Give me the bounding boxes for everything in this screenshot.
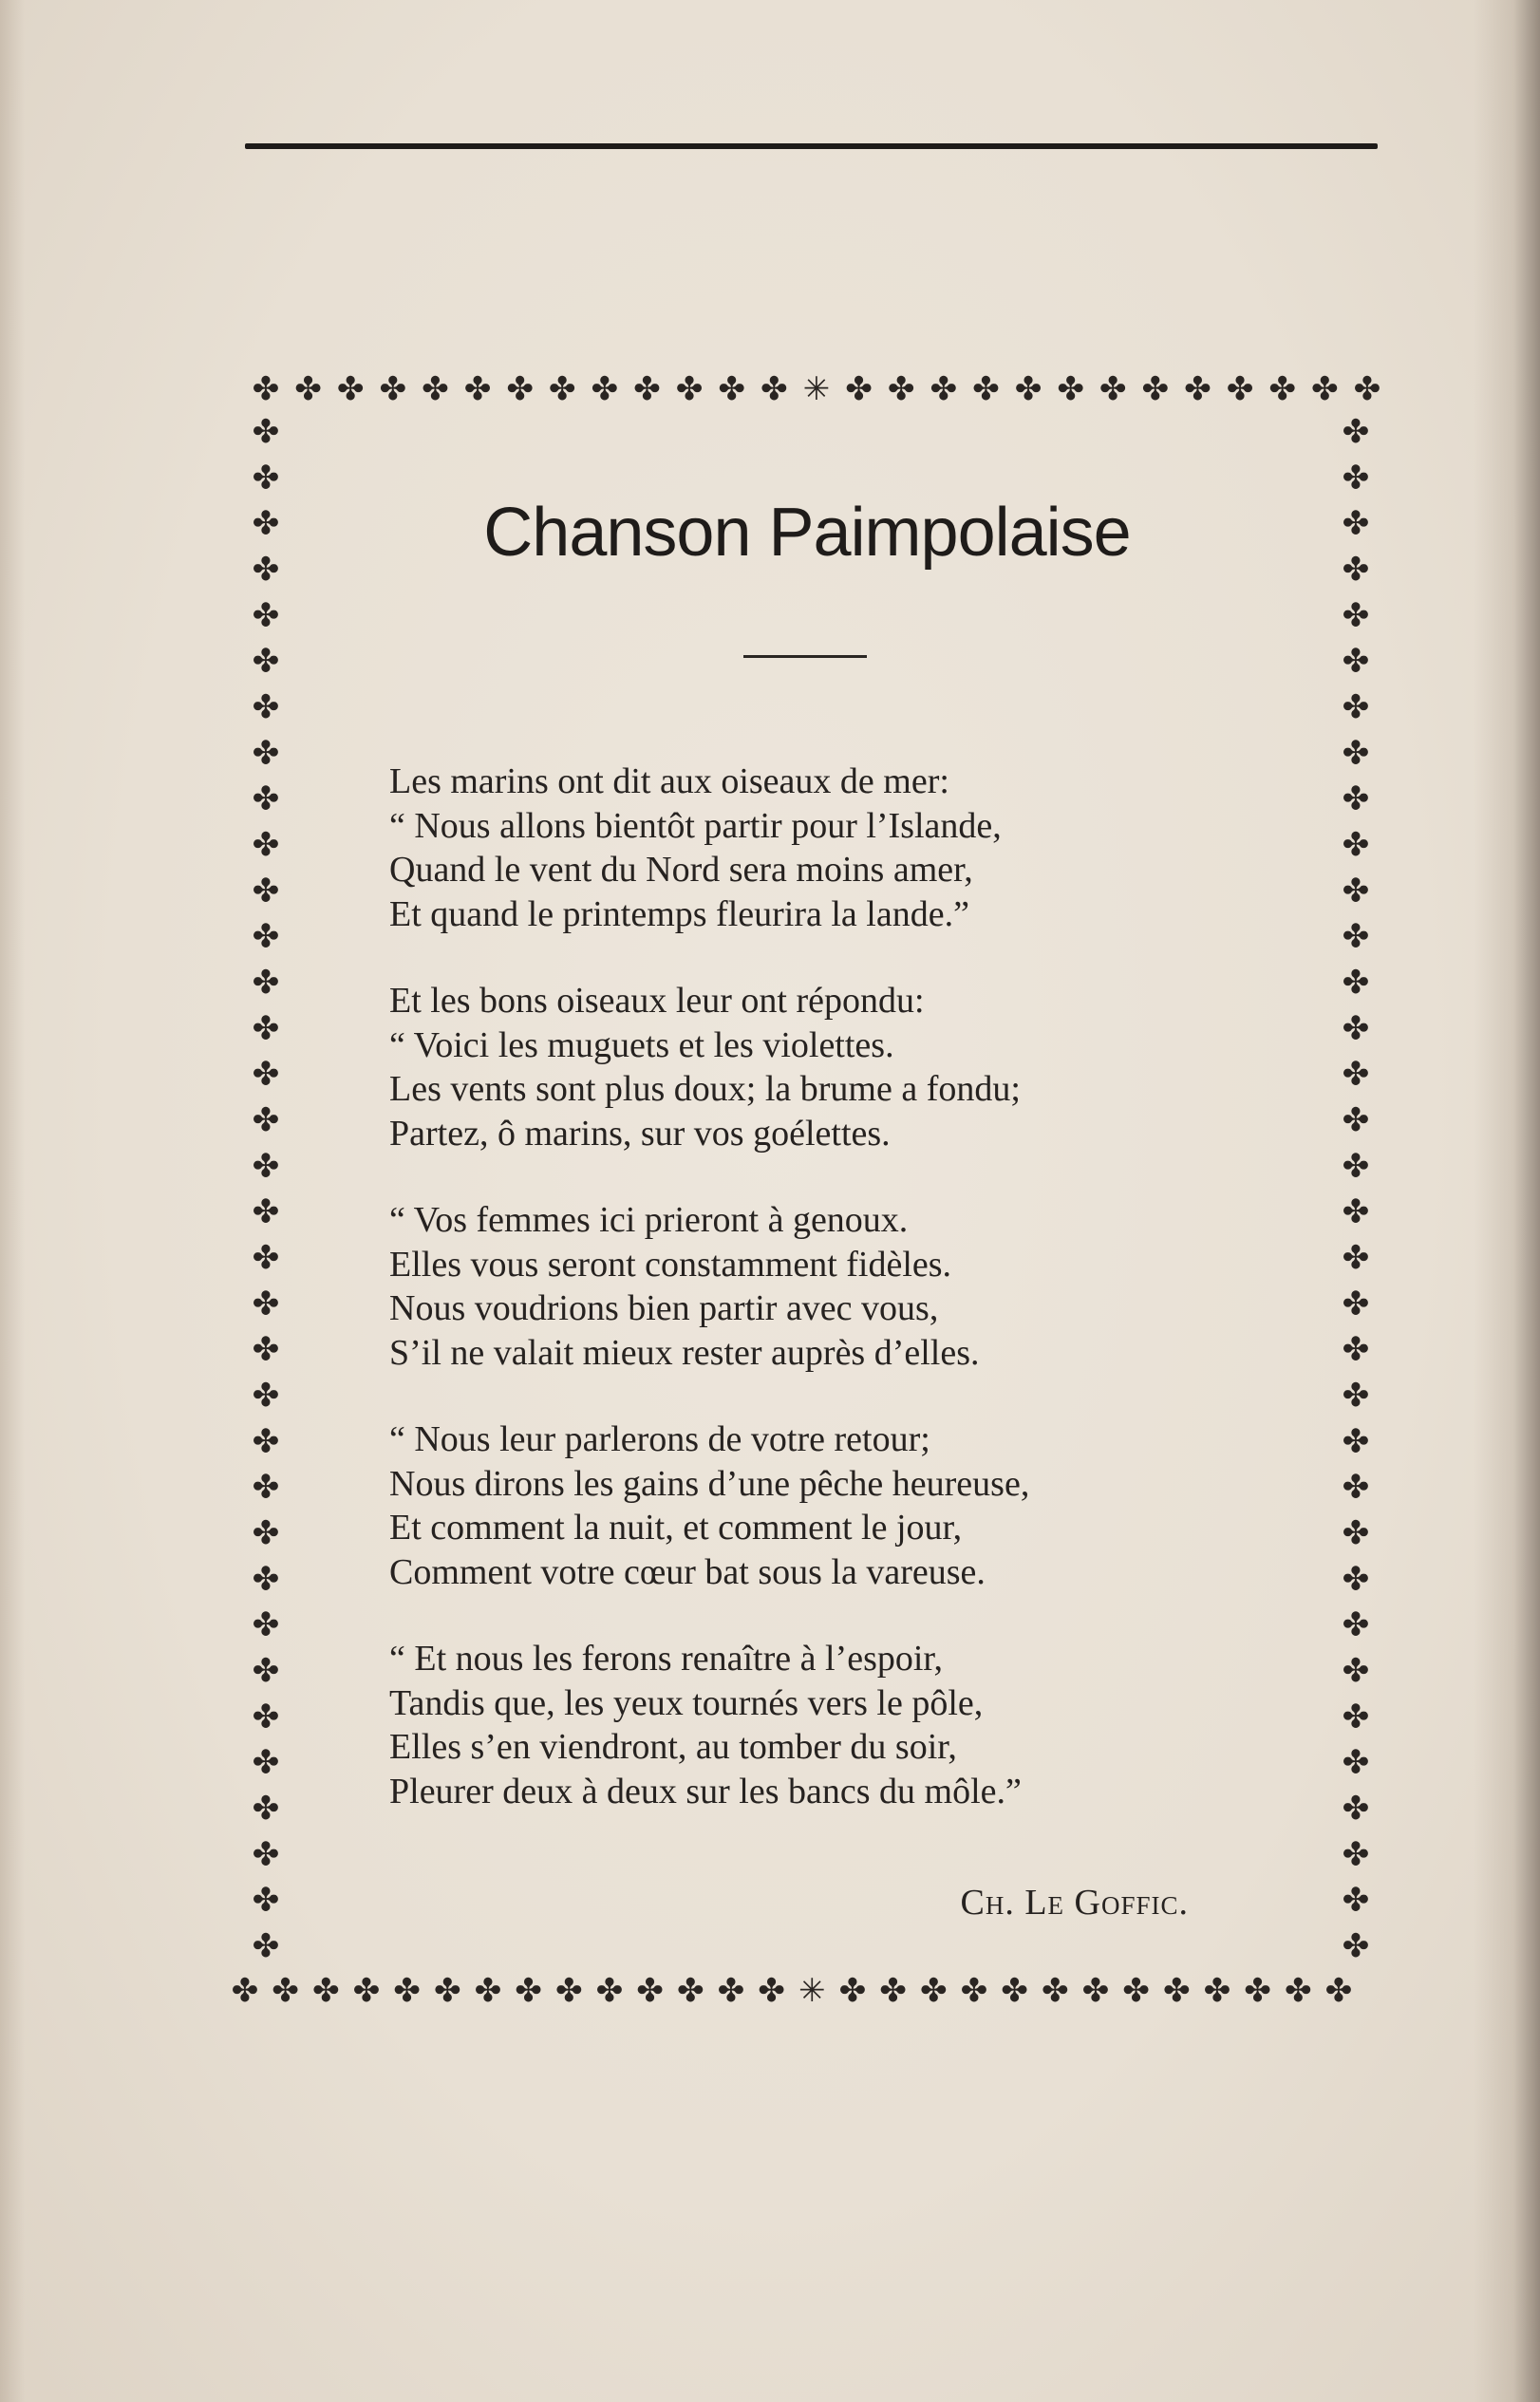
fleuron-icon: ✤ [1342, 1377, 1370, 1415]
fleuron-icon: ✤ [1342, 1055, 1370, 1094]
fleuron-icon: ✤ [1184, 370, 1211, 408]
fleuron-icon: ✤ [379, 370, 407, 408]
fleuron-icon: ✤ [972, 370, 1000, 408]
fleuron-icon: ✤ [1342, 872, 1370, 910]
fleuron-icon: ✤ [252, 551, 280, 589]
fleuron-icon: ✤ [252, 688, 280, 726]
fleuron-icon: ✤ [1342, 734, 1370, 773]
stanza [389, 1637, 1244, 1813]
fleuron-icon: ✤ [838, 1972, 867, 2010]
fleuron-icon: ✤ [1342, 1560, 1370, 1599]
fleuron-icon: ✤ [1342, 642, 1370, 681]
fleuron-icon: ✤ [252, 642, 280, 681]
fleuron-icon: ✤ [591, 370, 619, 408]
fleuron-icon: ✤ [252, 459, 280, 497]
fleuron-icon: ✤ [252, 1009, 280, 1048]
fleuron-icon: ✤ [1014, 370, 1042, 408]
fleuron-icon: ✤ [252, 1927, 280, 1965]
poem-author: Ch. Le Goffic. [960, 1883, 1189, 1923]
fleuron-icon: ✤ [845, 370, 873, 408]
fleuron-icon: ✤ [1342, 551, 1370, 589]
fleuron-icon: ✤ [1342, 596, 1370, 635]
fleuron-icon: ✤ [1342, 1743, 1370, 1782]
stanza [389, 1417, 1244, 1594]
fleuron-icon: ✤ [1342, 413, 1370, 451]
poem-line: Elles vous seront constamment fidèles. [389, 1244, 952, 1285]
fleuron-icon: ✤ [352, 1972, 381, 2010]
fleuron-icon: ✤ [1342, 1192, 1370, 1231]
fleuron-icon: ✤ [252, 1514, 280, 1552]
fleuron-icon: ✤ [677, 1972, 704, 2010]
fleuron-icon: ✤ [252, 1652, 280, 1690]
fleuron-icon: ✤ [463, 370, 492, 408]
fleuron-icon: ✤ [1163, 1972, 1191, 2010]
star-ornament-icon: ✳ [798, 1972, 826, 2010]
fleuron-icon: ✤ [1311, 370, 1339, 408]
fleuron-icon: ✤ [1342, 1514, 1370, 1552]
fleuron-icon: ✤ [474, 1972, 502, 2010]
fleuron-icon: ✤ [312, 1972, 340, 2010]
fleuron-icon: ✤ [1342, 1881, 1370, 1920]
fleuron-icon: ✤ [1001, 1972, 1028, 2010]
fleuron-icon: ✤ [1342, 1468, 1370, 1507]
fleuron-icon: ✤ [1141, 370, 1170, 408]
fleuron-icon: ✤ [252, 1330, 280, 1369]
poem-line: Quand le vent du Nord sera moins amer, [389, 850, 973, 890]
fleuron-icon: ✤ [1342, 1698, 1370, 1736]
fleuron-icon: ✤ [252, 413, 280, 451]
fleuron-icon: ✤ [294, 370, 322, 408]
star-ornament-icon: ✳ [802, 370, 831, 408]
title-rule [743, 655, 867, 658]
stanza [389, 979, 1244, 1155]
poem-line: Et quand le printemps fleurira la lande.” [389, 893, 969, 934]
poem-line: Les vents sont plus doux; la brume a fondu; [389, 1069, 1021, 1109]
poem-line: Nous voudrions bien partir avec vous, [389, 1288, 939, 1328]
stanza [389, 1198, 1244, 1375]
fleuron-icon: ✤ [1268, 370, 1297, 408]
fleuron-icon: ✤ [252, 1881, 280, 1920]
fleuron-icon: ✤ [252, 734, 280, 773]
fleuron-icon: ✤ [758, 1972, 785, 2010]
fleuron-icon: ✤ [393, 1972, 421, 2010]
fleuron-icon: ✤ [555, 1972, 583, 2010]
fleuron-icon: ✤ [1226, 370, 1254, 408]
fleuron-icon: ✤ [718, 370, 746, 408]
poem-line: “ Voici les muguets et les violettes. [389, 1024, 894, 1065]
fleuron-icon: ✤ [252, 1560, 280, 1599]
fleuron-icon: ✤ [1285, 1972, 1312, 2010]
poem-body [389, 760, 1244, 1856]
fleuron-icon: ✤ [1342, 964, 1370, 1002]
fleuron-icon: ✤ [1342, 1239, 1370, 1277]
poem-line: Elles s’en viendront, au tomber du soir, [389, 1727, 957, 1767]
fleuron-icon: ✤ [1342, 688, 1370, 726]
fleuron-icon: ✤ [1342, 1285, 1370, 1323]
fleuron-icon: ✤ [1342, 1101, 1370, 1139]
poem-line: “ Nous allons bientôt partir pour l’Islande, [389, 805, 1002, 846]
fleuron-icon: ✤ [252, 1285, 280, 1323]
fleuron-icon: ✤ [252, 826, 280, 864]
fleuron-icon: ✤ [1342, 779, 1370, 818]
stanza [389, 760, 1244, 936]
fleuron-icon: ✤ [1342, 1927, 1370, 1965]
fleuron-icon: ✤ [1353, 370, 1381, 408]
fleuron-icon: ✤ [252, 1192, 280, 1231]
fleuron-icon: ✤ [252, 1835, 280, 1874]
fleuron-icon: ✤ [252, 779, 280, 818]
fleuron-icon: ✤ [252, 1101, 280, 1139]
fleuron-icon: ✤ [595, 1972, 624, 2010]
fleuron-icon: ✤ [1324, 1972, 1353, 2010]
fleuron-icon: ✤ [1342, 1009, 1370, 1048]
fleuron-icon: ✤ [1203, 1972, 1231, 2010]
fleuron-icon: ✤ [252, 596, 280, 635]
fleuron-icon: ✤ [1342, 1605, 1370, 1644]
poem-line: Tandis que, les yeux tournés vers le pôle, [389, 1682, 984, 1723]
fleuron-icon: ✤ [252, 964, 280, 1002]
fleuron-icon: ✤ [1081, 1972, 1110, 2010]
poem-line: Nous dirons les gains d’une pêche heureuse, [389, 1463, 1030, 1504]
fleuron-icon: ✤ [633, 370, 661, 408]
fleuron-icon: ✤ [252, 1698, 280, 1736]
fleuron-icon: ✤ [252, 1743, 280, 1782]
poem-line: Et les bons oiseaux leur ont répondu: [389, 981, 925, 1021]
poem-line: Et comment la nuit, et comment le jour, [389, 1508, 963, 1548]
fleuron-icon: ✤ [252, 1422, 280, 1461]
fleuron-icon: ✤ [422, 370, 449, 408]
fleuron-icon: ✤ [675, 370, 704, 408]
fleuron-icon: ✤ [252, 1055, 280, 1094]
fleuron-icon: ✤ [960, 1972, 988, 2010]
fleuron-icon: ✤ [1342, 1422, 1370, 1461]
fleuron-icon: ✤ [515, 1972, 542, 2010]
fleuron-icon: ✤ [252, 872, 280, 910]
fleuron-icon: ✤ [1342, 917, 1370, 956]
fleuron-icon: ✤ [1342, 1147, 1370, 1186]
fleuron-icon: ✤ [717, 1972, 745, 2010]
fleuron-icon: ✤ [231, 1972, 259, 2010]
fleuron-icon: ✤ [1342, 1652, 1370, 1690]
fleuron-icon: ✤ [1057, 370, 1084, 408]
poem-line: Pleurer deux à deux sur les bancs du môle.” [389, 1771, 1022, 1811]
fleuron-icon: ✤ [1342, 1790, 1370, 1828]
fleuron-icon: ✤ [1342, 1835, 1370, 1874]
poem-line: Les marins ont dit aux oiseaux de mer: [389, 761, 949, 801]
fleuron-icon: ✤ [930, 370, 958, 408]
fleuron-icon: ✤ [1042, 1972, 1069, 2010]
fleuron-icon: ✤ [336, 370, 365, 408]
fleuron-icon: ✤ [252, 1147, 280, 1186]
fleuron-icon: ✤ [252, 504, 280, 543]
fleuron-icon: ✤ [1342, 1330, 1370, 1369]
fleuron-icon: ✤ [252, 1790, 280, 1828]
fleuron-icon: ✤ [549, 370, 576, 408]
poem-line: “ Vos femmes ici prieront à genoux. [389, 1200, 909, 1240]
fleuron-icon: ✤ [252, 1605, 280, 1644]
poem-line: “ Nous leur parlerons de votre retour; [389, 1419, 930, 1459]
fleuron-icon: ✤ [252, 917, 280, 956]
poem-title: Chanson Paimpolaise [483, 495, 1131, 571]
fleuron-icon: ✤ [1122, 1972, 1150, 2010]
poem-line: Partez, ô marins, sur vos goélettes. [389, 1113, 891, 1154]
fleuron-icon: ✤ [879, 1972, 907, 2010]
fleuron-icon: ✤ [887, 370, 915, 408]
fleuron-icon: ✤ [506, 370, 534, 408]
fleuron-icon: ✤ [1099, 370, 1127, 408]
fleuron-icon: ✤ [920, 1972, 948, 2010]
fleuron-icon: ✤ [272, 1972, 299, 2010]
fleuron-icon: ✤ [636, 1972, 664, 2010]
poem-line: S’il ne valait mieux rester auprès d’elles. [389, 1332, 980, 1373]
fleuron-icon: ✤ [1342, 504, 1370, 543]
poem-line: Comment votre cœur bat sous la vareuse. [389, 1551, 986, 1592]
fleuron-icon: ✤ [1342, 826, 1370, 864]
fleuron-icon: ✤ [1342, 459, 1370, 497]
fleuron-icon: ✤ [252, 1468, 280, 1507]
fleuron-icon: ✤ [434, 1972, 461, 2010]
fleuron-icon: ✤ [1244, 1972, 1271, 2010]
fleuron-icon: ✤ [252, 1239, 280, 1277]
fleuron-icon: ✤ [761, 370, 788, 408]
poem-line: “ Et nous les ferons renaître à l’espoir, [389, 1639, 944, 1679]
fleuron-icon: ✤ [252, 1377, 280, 1415]
fleuron-icon: ✤ [252, 370, 280, 408]
